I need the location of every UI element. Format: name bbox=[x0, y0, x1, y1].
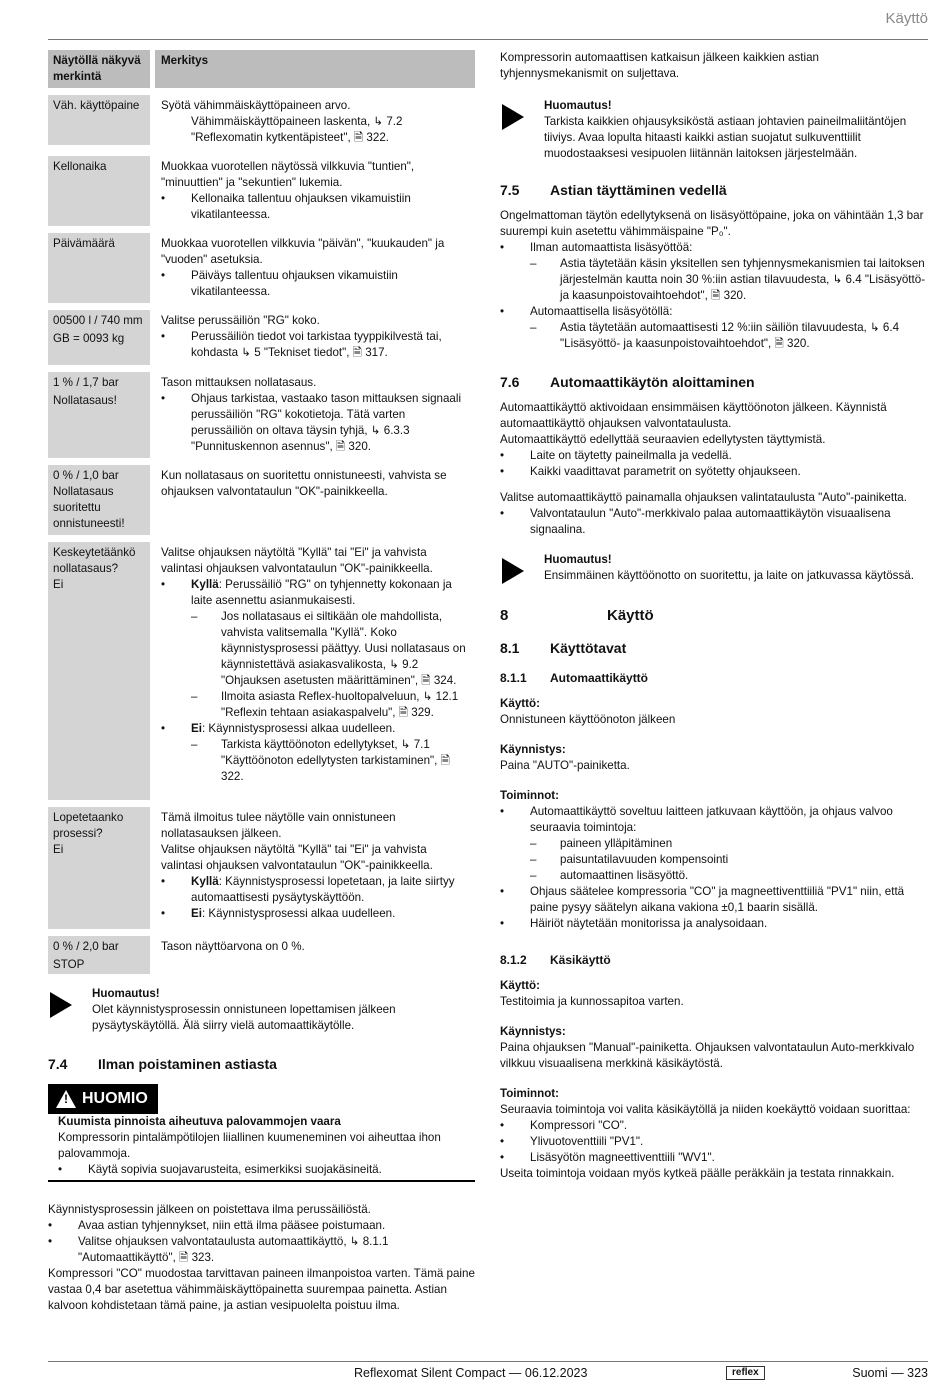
note-title: Huomautus! bbox=[544, 553, 612, 566]
row-key: 0 % / 1,0 bar Nollatasaus suoritettu onnistuneesti! bbox=[48, 465, 150, 535]
table-row bbox=[48, 310, 475, 365]
section-heading: 8.1 Käyttötavat bbox=[500, 640, 627, 656]
footer-page: Suomi — 323 bbox=[852, 1366, 928, 1380]
warning-box bbox=[48, 1084, 475, 1182]
header-title: Käyttö bbox=[885, 10, 928, 27]
row-key: Kellonaika bbox=[48, 156, 150, 226]
section-heading: 7.4 Ilman poistaminen astiasta bbox=[48, 1056, 277, 1072]
reflex-logo: reflex bbox=[726, 1366, 765, 1380]
row-value: Muokkaa vuorotellen näytössä vilkkuvia "tuntien", "minuuttien" ja "sekuntien" lukemia. • Kellonaika tallentuu ohjauksen vikamuistiin vikatilanteessa. bbox=[155, 156, 475, 226]
note-box bbox=[500, 552, 928, 584]
table-header-col1: Näytöllä näkyvä merkintä bbox=[48, 50, 150, 88]
note-box bbox=[48, 986, 475, 1034]
row-value: Muokkaa vuorotellen vilkkuvia "päivän", "kuukauden" ja "vuoden" asetuksia. • Päiväys tallentuu ohjauksen vikamuistiin vikatilanteessa. bbox=[155, 233, 475, 303]
left-column bbox=[48, 50, 475, 1314]
paragraph: Kompressorin automaattisen katkaisun jälkeen kaikkien astian tyhjennysmekanismit on suljettava. bbox=[500, 51, 819, 80]
table-row bbox=[48, 156, 475, 226]
table-header-col2: Merkitys bbox=[155, 50, 475, 88]
table-row bbox=[48, 233, 475, 303]
chapter-heading: 8 Käyttö bbox=[500, 607, 654, 624]
row-value: Valitse ohjauksen näytöltä "Kyllä" tai "Ei" ja vahvista valintasi ohjauksen valvontataulun "OK"-painikkeella. • Kyllä: Perussäiliö "RG" on tyhjennetty kokonaan ja laite asennettu asianmukaisesti. – Jos nollatasaus ei siltikään ole mahdollista, vahvista valitsemalla "Kyllä". Koko käynnistysprosessi päättyy. Uusi nollatasaus on käynnistettävä asiakasvalikosta, ↳ 9.2 "Ohjauksen asetusten määrittäminen", 🗎 324. – Ilmoita asiasta Reflex-huoltopalveluun, ↳ 12.1 "Reflexin tehtaan asiakaspalvelu", 🗎 329. • Ei: Käynnistysprosessi alkaa uudelleen. – Tarkista käyttöönoton edellytykset, ↳ 7.1 "Käyttöönoton edellytysten tarkistaminen", 🗎 322. bbox=[155, 542, 475, 800]
row-key: Lopetetaanko prosessi? Ei bbox=[48, 807, 150, 929]
note-title: Huomautus! bbox=[544, 99, 612, 112]
note-text: Olet käynnistysprosessin onnistuneen lopettamisen jälkeen pysäytyskäytöllä. Älä siirry vielä automaattikäytölle. bbox=[92, 1003, 396, 1032]
note-box bbox=[500, 98, 928, 162]
table-row bbox=[48, 807, 475, 929]
row-value: Tämä ilmoitus tulee näytölle vain onnistuneen nollatasauksen jälkeen. Valitse ohjauksen näytöltä "Kyllä" tai "Ei" ja vahvista valintasi ohjauksen valvontataulun "OK"-painikkeella. • Kyllä: Käynnistysprosessi lopetetaan, ja laite siirtyy automaattisesti pysäytyskäyttöön. • Ei: Käynnistysprosessi alkaa uudelleen. bbox=[155, 807, 475, 929]
arrow-icon bbox=[502, 104, 524, 130]
subsection-heading: 8.1.2 Käsikäyttö bbox=[500, 953, 611, 967]
table-row bbox=[48, 542, 475, 800]
table-header bbox=[48, 50, 475, 88]
row-key: 1 % / 1,7 bar Nollatasaus! bbox=[48, 372, 150, 458]
arrow-icon bbox=[502, 558, 524, 584]
section-heading: 7.6 Automaattikäytön aloittaminen bbox=[500, 374, 755, 390]
row-value: Syötä vähimmäiskäyttöpaineen arvo. Vähimmäiskäyttöpaineen laskenta, ↳ 7.2 "Reflexomatin kytkentäpisteet", 🗎 322. bbox=[161, 99, 403, 144]
row-key: Päivämäärä bbox=[48, 233, 150, 303]
section-heading: 7.5 Astian täyttäminen vedellä bbox=[500, 182, 727, 198]
section-body: Käynnistysprosessin jälkeen on poistettava ilma perussäiliöstä. • Avaa astian tyhjennykset, niin että ilma pääsee poistumaan. • Valitse ohjauksen valvontataulusta automaattikäyttö, ↳ 8.1.1 "Automaattikäyttö", 🗎 323. Kompressori "CO" muodostaa tarvittavan paineen ilmanpoistoa varten. Tämä paine vastaa 0,4 bar asetettua vähimmäiskäyttöpainetta suurempaa painetta. Astian kalvoon kohdistetaan tämä paine, ja astian vesipuolelta poistuu ilma. bbox=[48, 1202, 475, 1314]
warning-title: Kuumista pinnoista aiheutuva palovammojen vaara bbox=[58, 1115, 341, 1128]
row-key: Keskeytetäänkö nollatasaus? Ei bbox=[48, 542, 150, 800]
row-value: Kun nollatasaus on suoritettu onnistuneesti, vahvista se ohjauksen valvontataulun "OK"-painikkeella. bbox=[161, 469, 447, 498]
table-row bbox=[48, 465, 475, 535]
table-row bbox=[48, 95, 475, 149]
note-title: Huomautus! bbox=[92, 987, 160, 1000]
table-row bbox=[48, 936, 475, 974]
warning-label: ! HUOMIO bbox=[48, 1084, 158, 1114]
note-text: Ensimmäinen käyttöönotto on suoritettu, ja laite on jatkuvassa käytössä. bbox=[544, 569, 914, 582]
table-row bbox=[48, 372, 475, 458]
subsection-heading: 8.1.1 Automaattikäyttö bbox=[500, 671, 649, 685]
row-value: Tason mittauksen nollatasaus. • Ohjaus tarkistaa, vastaako tason mittauksen signaali perussäiliön "RG" kokotietoja. Tätä varten perussäiliön on oltava täysin tyhjä, ↳ 6.3.3 "Punnituskennon asennus", 🗎 320. bbox=[155, 372, 475, 458]
footer-document: Reflexomat Silent Compact — 06.12.2023 bbox=[354, 1366, 588, 1380]
warning-icon: ! bbox=[56, 1090, 76, 1108]
warning-bullet: • Käytä sopivia suojavarusteita, esimerkiksi suojakäsineitä. bbox=[58, 1162, 475, 1178]
row-key: 0 % / 2,0 bar STOP bbox=[48, 936, 150, 974]
right-column: Kompressorin automaattisen katkaisun jälkeen kaikkien astian tyhjennysmekanismit on suljettava. Huomautus! Tarkista kaikkien ohjausyksiköstä astiaan johtavien paineilmaliitäntöjen tiiviys. Avaa lopulta hitaasti kaikki astian suojatut sulkuventtiilit muodostaaksesi vesipuolen liitännän laitoksen järjestelmään. 7.5 Astian täyttäminen vedellä Ongelmattoman täytön edellytyksenä on lisäsyöttöpaine, joka on vähintään 1,3 bar suurempi kuin asetettu vähimmäispaine "P₀". • Ilman automaattista lisäsyöttöä: – Astia täytetään käsin yksitellen sen tyhjennysmekanismien tai laitoksen järjestelmän kautta noin 30 %:iin astian tilavuudesta, ↳ 6.4 "Lisäsyöttö- ja kaasunpoistovaihtoehdot", 🗎 320. • Automaattisella lisäsyötöllä: – Astia täytetään automaattisesti 12 %:iin säiliön tilavuudesta, ↳ 6.4 "Lisäsyöttö- ja kaasunpoistovaihtoehdot", 🗎 320. 7.6 Automaattikäytön aloittaminen Automaattikäyttö aktivoidaan ensimmäisen käyttöönoton jälkeen. Käynnistä automaattikäyttö ohjauksen valvontataulusta. Automaattikäyttö edellyttää seuraavien edellytysten täyttymistä. • Laite on täytetty paineilmalla ja vedellä. • Kaikki vaadittavat parametrit on syötetty ohjaukseen. Valitse automaattikäyttö painamalla ohjauksen valintataulusta "Auto"-painiketta. • Valvontataulun "Auto"-merkkivalo palaa automaattikäytön visuaalisena signaalina. Huomautus! Ensimmäinen käyttöönotto on suoritettu, ja laite on jatkuvassa käytössä. 8 Käyttö 8.1 Käyttötavat 8.1.1 Automaattikäyttö Käyttö: Onnistuneen käyttöönoton jälkeen Käynnistys: Paina "AUTO"-painiketta. Toiminnot: • Automaattikäyttö soveltuu laitteen jatkuvaan käyttöön, ja ohjaus valvoo seuraavia toimintoja: – paineen ylläpitäminen – paisuntatilavuuden kompensointi – automaattinen lisäsyöttö. • Ohjaus säätelee kompressoria "CO" ja magneettiventtiiliä "PV1" niin, että paine pysyy säätelyn aikana vakiona ±0,1 baarin sisällä. • Häiriöt näytetään monitorissa ja analysoidaan. 8.1.2 Käsikäyttö Käyttö: Testitoimia ja kunnossapitoa varten. Käynnistys: Paina ohjauksen "Manual"-painiketta. Ohjauksen valvontataulun Auto-merkkivalo vilkkuu visuaalisena merkkinä käsikäytöstä. Toiminnot: Seuraavia toimintoja voi valita käsikäytöllä ja niiden koekäyttö voidaan suorittaa: • Kompressori "CO". • Ylivuotoventtiili "PV1". • Lisäsyötön magneettiventtiili "WV1". Useita toimintoja voidaan myös kytkeä päälle peräkkäin ja testata rinnakkain. bbox=[500, 50, 928, 1182]
page-header bbox=[48, 8, 928, 40]
row-key: 00500 l / 740 mm GB = 0093 kg bbox=[48, 310, 150, 365]
row-value: Valitse perussäiliön "RG" koko. • Perussäiliön tiedot voi tarkistaa tyyppikilvestä tai, kohdasta ↳ 5 "Tekniset tiedot", 🗎 317. bbox=[155, 310, 475, 365]
row-value: Tason näyttöarvona on 0 %. bbox=[161, 940, 305, 953]
arrow-icon bbox=[50, 992, 72, 1018]
page-footer bbox=[48, 1361, 928, 1387]
row-key: Väh. käyttöpaine bbox=[48, 95, 150, 145]
warning-text: Kompressorin pintalämpötilojen liiallinen kuumeneminen voi aiheuttaa ihon palovammoja. bbox=[58, 1131, 441, 1160]
note-text: Tarkista kaikkien ohjausyksiköstä astiaan johtavien paineilmaliitäntöjen tiiviys. Avaa lopulta hitaasti kaikki astian suojatut sulkuventtiilit muodostaaksesi vesipuolen liitännän laitoksen järjestelmään. bbox=[544, 115, 907, 160]
